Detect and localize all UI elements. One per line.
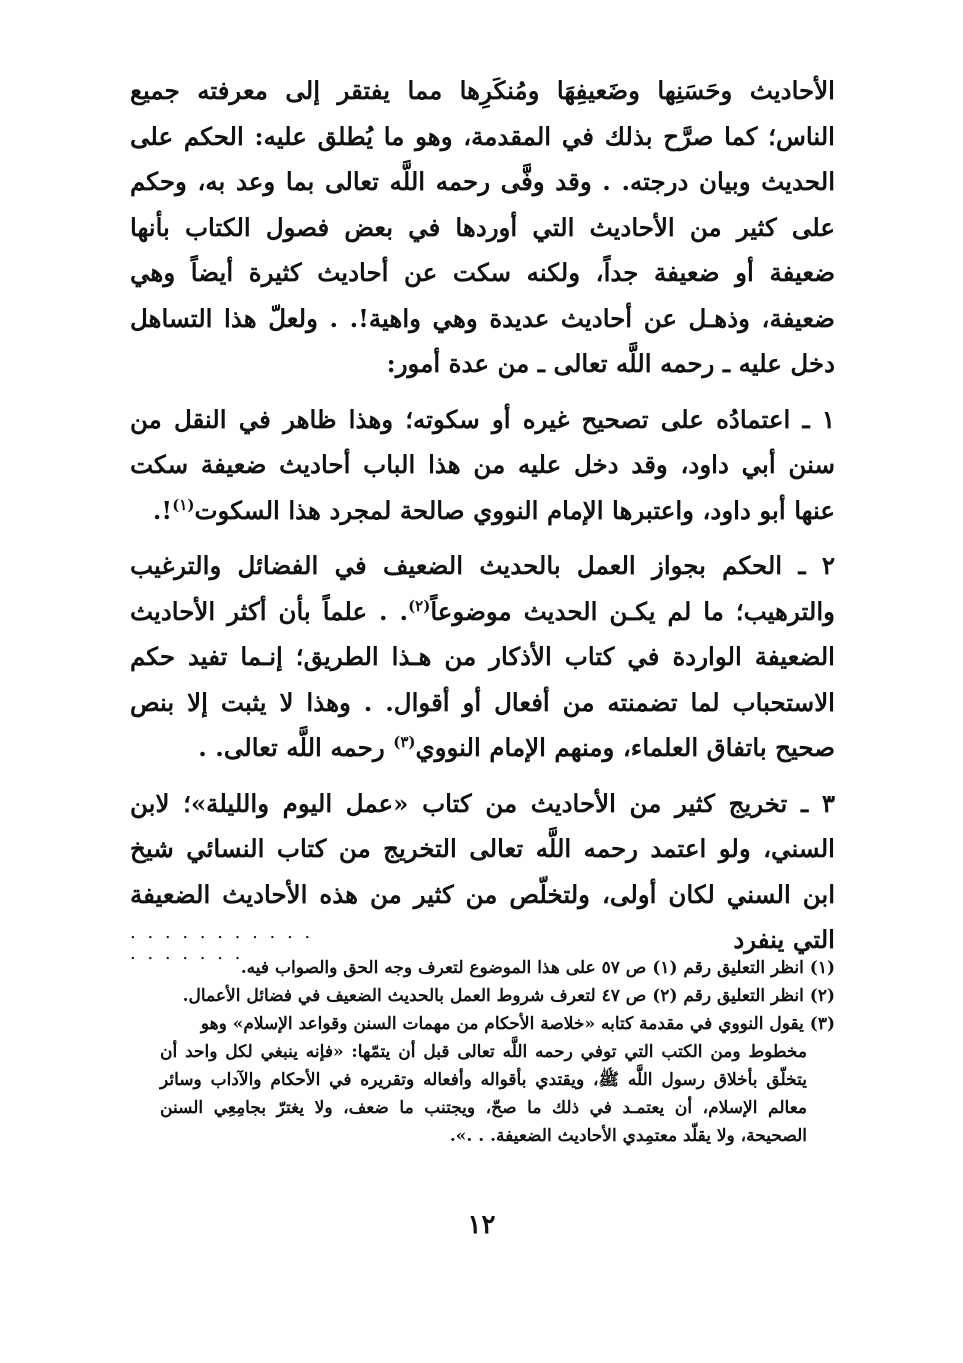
page-number: ١٢ bbox=[467, 1210, 496, 1240]
footnote-3: (٣) يقول النووي في مقدمة كتابه «خلاصة الأحكام من مهمات السنن وقواعد الإسلام» وهو bbox=[200, 1014, 835, 1034]
footnote-1: (١) انظر التعليق رقم (١) ص ٥٧ على هذا الموضوع لتعرف وجه الحق والصواب فيه. bbox=[240, 958, 835, 978]
footnote-ref-2[interactable]: (٢) bbox=[408, 596, 431, 615]
paragraph-intro: الأحاديث وحَسَنِها وضَعيفِهَا ومُنكَرِها مما يفتقر إلى معرفته جميع الناس؛ كما صرَّح بذلك في المقدمة، وهو ما يُطلق عليه: الحكم على الحديث وبيان درجته. . وقد وفَّى رحمه اللَّه تعالى بما وعد به، وحكم على كثير من الأحاديث التي أوردها في بعض فصول الكتاب بأنها ضعيفة أو ضعيفة جداً، ولكنه سكت عن أحاديث كثيرة أيضاً وهي ضعيفة، وذهـل عن أحاديث عديدة وهي واهية!. . ولعلّ هذا التساهل دخل عليه ـ رحمه اللَّه تعالى ـ من عدة أمور: bbox=[130, 76, 835, 378]
paragraph-point-1 bbox=[130, 397, 835, 534]
footnote-ref-1[interactable]: (١) bbox=[172, 495, 195, 514]
paragraph-point-2-text: ٢ ـ الحكم بجواز العمل بالحديث الضعيف في الفضائل والترغيب والترهيب؛ ما لم يكـن الحديث موضوعاً bbox=[130, 551, 835, 626]
paragraph-point-2-end: رحمه اللَّه تعالى. . bbox=[198, 733, 394, 762]
footnotes bbox=[160, 954, 835, 1150]
main-text bbox=[130, 68, 835, 973]
paragraph-point-1-text: ١ ـ اعتمادُه على تصحيح غيره أو سكوته؛ وهذا ظاهر في النقل من سنن أبي داود، وقد دخل عليه من هذا الباب أحاديث ضعيفة سكت عنها أبو داود، واعتبرها الإمام النووي صالحة لمجرد هذا السكوت bbox=[130, 404, 835, 525]
footnote-3-continued: مخطوط ومن الكتب التي توفي رحمه اللَّه تعالى قبل أن يتمّها: «فإنه ينبغي لكل واحد أن يتخلّق بأخلاق رسول اللَّه ﷺ، ويقتدي بأقواله وأفعاله وتقريره في الأحكام والآداب وسائر معالم الإسلام، أن يعتمـد في ذلك ما صحّ، ويجتنب ما ضعف، ولا يغترّ بجامِعِي السنن الصحيحة، ولا يقلّد معتمِدي الأحاديث الضعيفة. . .». bbox=[160, 1042, 807, 1146]
footnote-separator: . . . . . . . . . . . . . . . . . . bbox=[130, 922, 314, 964]
paragraph-point-1-tail: !. bbox=[152, 495, 173, 525]
footnote-2: (٢) انظر التعليق رقم (٢) ص ٤٧ لتعرف شروط العمل بالحديث الضعيف في فضائل الأعمال. bbox=[182, 986, 835, 1006]
footnote-ref-3[interactable]: (٣) bbox=[393, 732, 416, 751]
paragraph-point-3: ٣ ـ تخريج كثير من الأحاديث من كتاب «عمل اليوم والليلة»؛ لابن السني، ولو اعتمد رحمه اللَّه تعالى التخريج من كتاب النسائي شيخ ابن السني لكان أولى، ولتخلّص من كثير من هذه الأحاديث الضعيفة التي ينفرد bbox=[130, 788, 835, 954]
paragraph-point-2 bbox=[130, 543, 835, 771]
paragraph-point-2-tail: . . علماً بأن أكثر الأحاديث الضعيفة الواردة في كتاب الأذكار من هـذا الطريق؛ إنـما تفيد حكم الاستحباب لما تضمنته من أفعال أو أقوال. . وهذا لا يثبت إلا بنص صحيح باتفاق العلماء، ومنهم الإمام النووي bbox=[130, 596, 835, 762]
